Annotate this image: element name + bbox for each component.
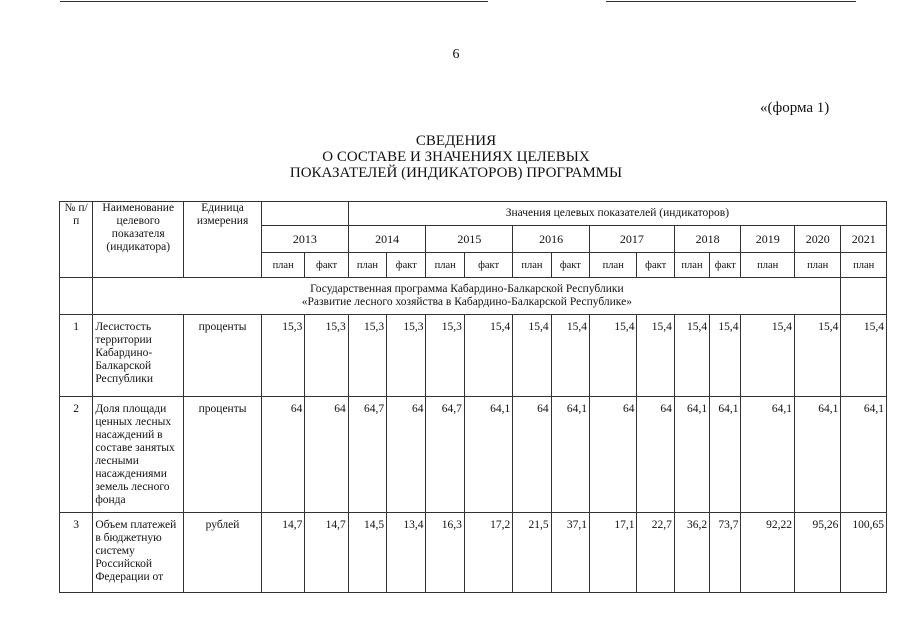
year-2021: 2021 — [841, 226, 887, 253]
value-cell: 64,1 — [841, 397, 887, 513]
value-cell: 64,7 — [426, 397, 464, 513]
row-name: Доля площади ценных лесных насаждений в составе занятых лесными насаждениями земель лесного фонда — [93, 397, 184, 513]
year-2020: 2020 — [794, 226, 840, 253]
header-unit: Единица измерения — [184, 202, 262, 278]
top-rule-left — [60, 1, 488, 2]
value-cell: 14,7 — [305, 513, 348, 593]
value-cell: 100,65 — [841, 513, 887, 593]
value-cell: 16,3 — [426, 513, 464, 593]
top-rule-right — [606, 1, 856, 2]
year-2017: 2017 — [590, 226, 675, 253]
value-cell: 37,1 — [551, 513, 589, 593]
value-cell: 15,4 — [551, 315, 589, 397]
value-cell: 17,1 — [590, 513, 637, 593]
year-2018: 2018 — [674, 226, 741, 253]
value-cell: 95,26 — [794, 513, 840, 593]
value-cell: 17,2 — [464, 513, 512, 593]
sub-plan: план — [741, 253, 795, 278]
value-cell: 15,3 — [426, 315, 464, 397]
sub-plan: план — [348, 253, 386, 278]
value-cell: 15,3 — [387, 315, 426, 397]
sub-fact: факт — [637, 253, 674, 278]
row-unit: проценты — [184, 315, 262, 397]
table-row — [60, 315, 887, 397]
value-cell: 64,1 — [551, 397, 589, 513]
value-cell: 15,3 — [261, 315, 304, 397]
sub-plan: план — [513, 253, 551, 278]
sub-plan: план — [426, 253, 464, 278]
header-number: № п/п — [60, 202, 93, 278]
program-title — [93, 278, 841, 315]
year-2013: 2013 — [261, 226, 348, 253]
value-cell: 15,3 — [348, 315, 386, 397]
value-cell: 64,1 — [674, 397, 709, 513]
value-cell: 15,3 — [305, 315, 348, 397]
value-cell: 92,22 — [741, 513, 795, 593]
year-2016: 2016 — [513, 226, 590, 253]
value-cell: 64 — [513, 397, 551, 513]
sub-plan: план — [261, 253, 304, 278]
program-line-1: Государственная программа Кабардино-Балкарской Республики — [310, 283, 624, 295]
value-cell: 21,5 — [513, 513, 551, 593]
header-blank — [261, 202, 348, 226]
sub-fact: факт — [387, 253, 426, 278]
sub-fact: факт — [551, 253, 589, 278]
sub-plan: план — [841, 253, 887, 278]
row-name: Объем платежей в бюджетную систему Российской Федерации от — [93, 513, 184, 593]
row-unit: проценты — [184, 397, 262, 513]
sub-fact: факт — [710, 253, 741, 278]
value-cell: 15,4 — [637, 315, 674, 397]
value-cell: 15,4 — [464, 315, 512, 397]
value-cell: 64,7 — [348, 397, 386, 513]
form-label: «(форма 1) — [760, 100, 830, 116]
sub-plan: план — [590, 253, 637, 278]
title-line-3: ПОКАЗАТЕЛЕЙ (ИНДИКАТОРОВ) ПРОГРАММЫ — [289, 165, 623, 181]
sub-plan: план — [674, 253, 709, 278]
year-2019: 2019 — [741, 226, 795, 253]
value-cell: 15,4 — [513, 315, 551, 397]
value-cell: 15,4 — [710, 315, 741, 397]
header-row-1 — [60, 202, 887, 226]
document-title — [0, 133, 905, 181]
program-row-index-cell — [60, 278, 93, 315]
page-number: 6 — [452, 47, 460, 62]
title-line-1: СВЕДЕНИЯ — [415, 133, 497, 149]
value-cell: 73,7 — [710, 513, 741, 593]
value-cell: 64,1 — [741, 397, 795, 513]
value-cell: 15,4 — [794, 315, 840, 397]
row-index: 2 — [60, 397, 93, 513]
value-cell: 14,7 — [261, 513, 304, 593]
sub-fact: факт — [464, 253, 512, 278]
value-cell: 64,1 — [464, 397, 512, 513]
value-cell: 64 — [387, 397, 426, 513]
header-name: Наименование целевого показателя (индикатора) — [93, 202, 184, 278]
value-cell: 64,1 — [710, 397, 741, 513]
value-cell: 36,2 — [674, 513, 709, 593]
value-cell: 13,4 — [387, 513, 426, 593]
value-cell: 22,7 — [637, 513, 674, 593]
program-line-2: «Развитие лесного хозяйства в Кабардино-Балкарской Республике» — [301, 296, 632, 308]
header-values: Значения целевых показателей (индикаторов) — [348, 202, 886, 226]
value-cell: 64,1 — [794, 397, 840, 513]
value-cell: 64 — [305, 397, 348, 513]
value-cell: 15,4 — [590, 315, 637, 397]
value-cell: 64 — [590, 397, 637, 513]
value-cell: 15,4 — [741, 315, 795, 397]
value-cell: 14,5 — [348, 513, 386, 593]
program-row — [60, 278, 887, 315]
value-cell: 64 — [261, 397, 304, 513]
program-row-tail-cell — [841, 278, 887, 315]
sub-fact: факт — [305, 253, 348, 278]
table-row — [60, 397, 887, 513]
row-index: 3 — [60, 513, 93, 593]
year-2015: 2015 — [426, 226, 513, 253]
value-cell: 64 — [637, 397, 674, 513]
row-name: Лесистость территории Кабардино-Балкарской Республики — [93, 315, 184, 397]
row-unit: рублей — [184, 513, 262, 593]
row-index: 1 — [60, 315, 93, 397]
sub-plan: план — [794, 253, 840, 278]
indicators-table — [59, 201, 887, 593]
value-cell: 15,4 — [841, 315, 887, 397]
year-2014: 2014 — [348, 226, 426, 253]
table-row — [60, 513, 887, 593]
title-line-2: О СОСТАВЕ И ЗНАЧЕНИЯХ ЦЕЛЕВЫХ — [322, 149, 590, 165]
value-cell: 15,4 — [674, 315, 709, 397]
